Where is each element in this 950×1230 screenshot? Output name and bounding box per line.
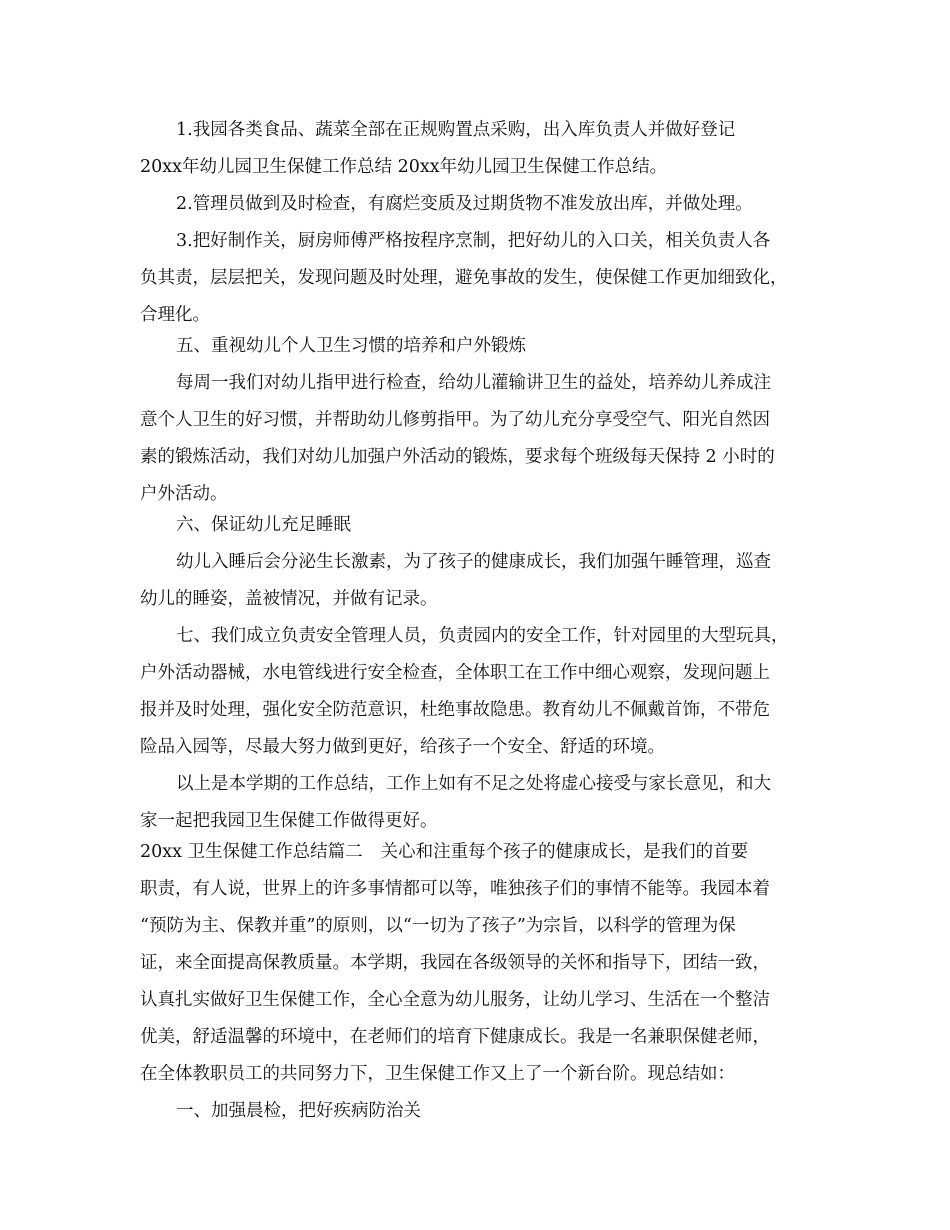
text-line: 户外活动。 bbox=[140, 484, 228, 504]
text-line: 优美，舒适温馨的环境中，在老师们的培育下健康成长。我是一名兼职保健老师， bbox=[140, 1027, 770, 1047]
text-line: “预防为主、保教并重”的原则，以“一切为了孩子”为宗旨，以科学的管理为保 bbox=[140, 916, 736, 936]
section-heading: 五、重视幼儿个人卫生习惯的培养和户外锻炼 bbox=[176, 336, 526, 356]
text-line: 幼儿的睡姿，盖被情况，并做有记录。 bbox=[140, 589, 438, 609]
article-title: 20xx 卫生保健工作总结篇二 bbox=[140, 842, 363, 862]
text-line: 户外活动器械，水电管线进行安全检查，全体职工在工作中细心观察，发现问题上 bbox=[140, 663, 770, 683]
text-line: 2.管理员做到及时检查，有腐烂变质及过期货物不准发放出库，并做处理。 bbox=[176, 194, 753, 214]
text-line: 20xx年幼儿园卫生保健工作总结 20xx年幼儿园卫生保健工作总结。 bbox=[140, 157, 668, 177]
text-line: 家一起把我园卫生保健工作做得更好。 bbox=[140, 811, 438, 831]
text-line: 合理化。 bbox=[140, 305, 210, 325]
text-line: 以上是本学期的工作总结，工作上如有不足之处将虚心接受与家长意见，和大 bbox=[176, 774, 771, 794]
section-heading: 六、保证幼儿充足睡眠 bbox=[176, 515, 351, 535]
text-line: 报并及时处理，强化安全防范意识，杜绝事故隐患。教育幼儿不佩戴首饰，不带危 bbox=[140, 700, 770, 720]
text-line: 1.我园各类食品、蔬菜全部在正规购置点采购，出入库负责人并做好登记 bbox=[176, 120, 736, 140]
text-line: 认真扎实做好卫生保健工作，全心全意为幼儿服务，让幼儿学习、生活在一个整洁 bbox=[140, 990, 770, 1010]
text-line: 意个人卫生的好习惯，并帮助幼儿修剪指甲。为了幼儿充分享受空气、阳光自然因 bbox=[140, 410, 770, 430]
text-line: 负其责，层层把关，发现问题及时处理，避免事故的发生，使保健工作更加细致化， bbox=[140, 268, 788, 288]
text-line: 职责，有人说，世界上的许多事情都可以等，唯独孩子们的事情不能等。我园本着 bbox=[140, 879, 770, 899]
text-line: 3.把好制作关，厨房师傅严格按程序烹制，把好幼儿的入口关，相关负责人各 bbox=[176, 231, 771, 251]
text-line: 每周一我们对幼儿指甲进行检查，给幼儿灌输讲卫生的益处，培养幼儿养成注 bbox=[176, 373, 771, 393]
section-heading: 一、加强晨检，把好疾病防治关 bbox=[176, 1101, 421, 1121]
text-line: 幼儿入睡后会分泌生长激素，为了孩子的健康成长，我们加强午睡管理，巡查 bbox=[176, 552, 771, 572]
text-line: 证，来全面提高保教质量。本学期，我园在各级领导的关怀和指导下，团结一致， bbox=[140, 953, 770, 973]
section-heading: 七、我们成立负责安全管理人员，负责园内的安全工作，针对园里的大型玩具， bbox=[176, 626, 789, 646]
text-line: 在全体教职员工的共同努力下，卫生保健工作又上了一个新台阶。现总结如： bbox=[140, 1064, 735, 1084]
text-line: 素的锻炼活动，我们对幼儿加强户外活动的锻炼，要求每个班级每天保持 2 小时的 bbox=[140, 447, 775, 467]
text-line: 险品入园等，尽最大努力做到更好，给孩子一个安全、舒适的环境。 bbox=[140, 737, 665, 757]
article-title-line bbox=[140, 842, 748, 862]
intro-text: 关心和注重每个孩子的健康成长，是我们的首要 bbox=[380, 842, 749, 862]
